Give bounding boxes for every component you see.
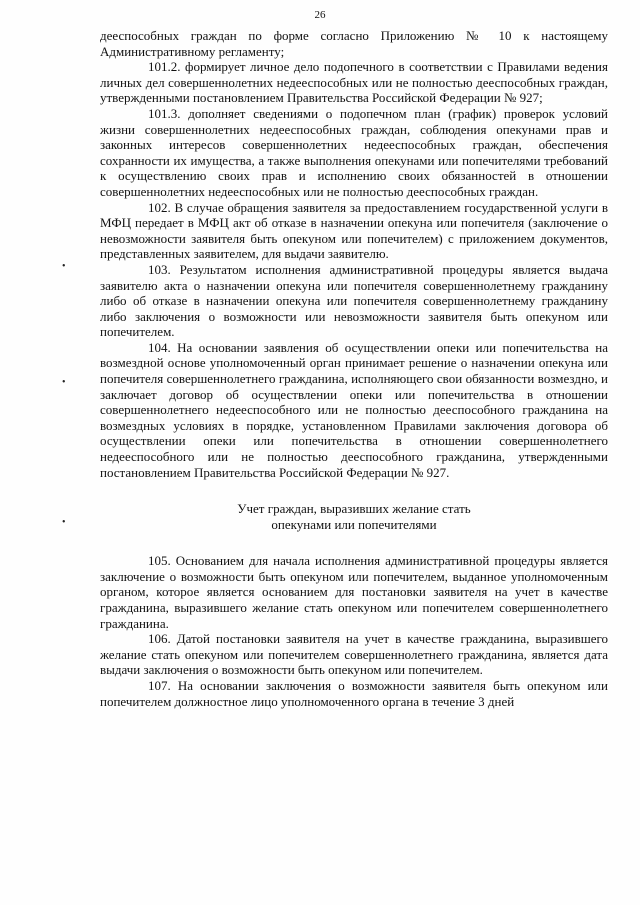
paragraph-101-3: 101.3. дополняет сведениями о подопечном план (график) проверок условий жизни совершеннолетних недееспособных граждан, соблюдения опекунами прав и законных интересов совершеннолетних недееспособных граждан, обеспечения сохранности их имущества, а также выполнения опекунами или попечителями требований к осуществлению своих прав и исполнению своих обязанностей в отношении совершеннолетних недееспособных или не полностью дееспособных граждан. (100, 105, 608, 199)
section-heading (100, 501, 608, 533)
paragraph-102: 102. В случае обращения заявителя за предоставлением государственной услуги в МФЦ передает в МФЦ акт об отказе в назначении опекуна или попечителя (заключение о невозможности заявителя быть опекуном или попечителем) с приложением документов, представленных заявителем, для выдачи заявителю. (100, 199, 608, 262)
paragraph-104: 104. На основании заявления об осуществлении опеки или попечительства на возмездной основе уполномоченный орган принимает решение о назначении опекуна или попечителя совершеннолетнего гражданина, исполняющего свои обязанности возмездно, и заключает договор об осуществлении опеки или попечительства в отношении совершеннолетнего недееспособного или не полностью дееспособного гражданина на возмездных условиях в порядке, установленном Правилами заключения договора об осуществлении опеки или попечительства в отношении совершеннолетнего недееспособного или не полностью дееспособного гражданина, утвержденными постановлением Правительства Российской Федерации № 927. (100, 339, 608, 480)
margin-bullet-mark: • (62, 517, 66, 528)
section-heading-line-2: опекунами или попечителями (271, 517, 437, 533)
paragraph-101-2: 101.2. формирует личное дело подопечного в соответствии с Правилами ведения личных дел совершеннолетних недееспособных или не полностью дееспособных граждан, утвержденными постановлением Правительства Российской Федерации № 927; (100, 59, 608, 106)
paragraph-105: 105. Основанием для начала исполнения административной процедуры является заключение о возможности быть опекуном или попечителем, выданное уполномоченным органом, которое является основанием для постановки заявителя на учет в качестве гражданина, выразившего желание стать опекуном или попечителем совершеннолетнего гражданина. (100, 553, 608, 631)
page-number: 26 (314, 9, 326, 21)
section-heading-line-1: Учет граждан, выразивших желание стать (237, 501, 471, 517)
margin-bullet-mark: • (62, 377, 66, 388)
paragraph-106: 106. Датой постановки заявителя на учет в качестве гражданина, выразившего желание стать опекуном или попечителем совершеннолетнего гражданина, является дата выдачи заключения о возможности быть опекуном или попечителем. (100, 631, 608, 678)
margin-bullet-mark: • (62, 261, 66, 272)
paragraph-103: 103. Результатом исполнения административной процедуры является выдача заявителю акта о назначении опекуна или попечителя совершеннолетнему гражданину либо об отказе в назначении опекуна или попечителя совершеннолетнему гражданину либо заключения о возможности или невозможности заявителя быть опекуном или попечителем. (100, 261, 608, 340)
paragraph-107: 107. На основании заключения о возможности заявителя быть опекуном или попечителем должностное лицо уполномоченного органа в течение 3 дней (100, 677, 608, 709)
paragraph-continuation: дееспособных граждан по форме согласно Приложению № 10 к настоящему Административному регламенту; (100, 28, 608, 59)
document-body (100, 28, 608, 709)
